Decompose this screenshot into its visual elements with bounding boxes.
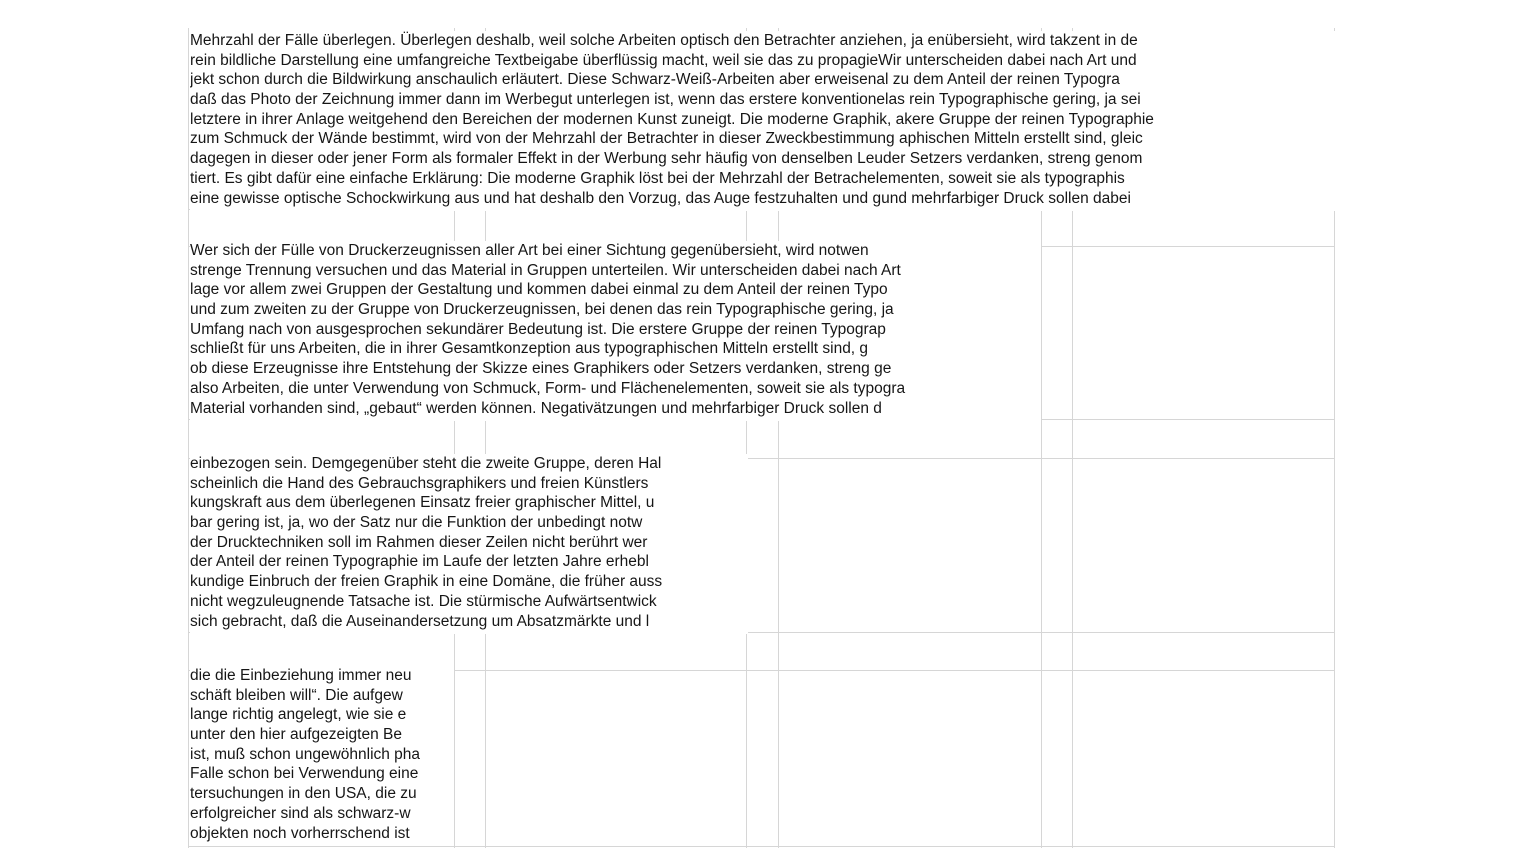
text-line: tiert. Es gibt dafür eine einfache Erklärung: Die moderne Graphik löst bei der Mehrzahl der Betrachelementen, soweit sie als typographis [190,169,1125,187]
text-line: der Drucktechniken soll im Rahmen dieser Zeilen nicht berührt wer [190,533,648,551]
text-line: objekten noch vorherrschend ist [190,824,410,842]
text-line: ob diese Erzeugnisse ihre Entstehung der Skizze eines Graphikers oder Setzers verdanken, streng ge [190,360,892,378]
grid-line-v1 [188,28,189,848]
text-line: die die Einbeziehung immer neu [190,667,412,684]
text-line: unter den hier aufgezeigten Be [190,726,402,744]
text-line: tersuchungen in den USA, die zu [190,785,417,803]
text-line: ist, muß schon ungewöhnlich pha [190,745,421,763]
text-line: jekt schon durch die Bildwirkung anschaulich erläutert. Diese Schwarz-Weiß-Arbeiten aber erweisenal zu dem Anteil der reinen Typogra [190,71,1120,89]
grid-line-h7 [188,846,1335,847]
text-line: schäft bleiben will“. Die aufgew [190,686,403,704]
text-line: kungskraft aus dem überlegenen Einsatz freier graphischer Mittel, u [190,494,655,512]
text-line: Material vorhanden sind, „gebaut“ werden können. Negativätzungen und mehrfarbiger Druck sollen d [190,399,882,417]
text-line: nicht wegzuleugnende Tatsache ist. Die stürmische Aufwärtsentwick [190,592,657,610]
text-line: sich gebracht, daß die Auseinandersetzung um Absatzmärkte und l [190,612,650,630]
text-line: Falle schon bei Verwendung eine [190,765,419,783]
text-line: lange richtig angelegt, wie sie e [190,706,407,724]
text-line: scheinlich die Hand des Gebrauchsgraphikers und freien Künstlers [190,474,649,492]
text-line: daß das Photo der Zeichnung immer dann im Werbegut unterlegen ist, wenn das erstere konventionelas rein Typographische gering, ja sei [190,91,1141,109]
text-line: lage vor allem zwei Gruppen der Gestaltung und kommen dabei einmal zu dem Anteil der reinen Typo [190,281,888,299]
text-line: und zum zweiten zu der Gruppe von Druckerzeugnissen, bei denen das rein Typographische gering, ja [190,301,894,319]
text-line: kundige Einbruch der freien Graphik in eine Domäne, die früher auss [190,573,663,591]
text-line: dagegen in dieser oder jener Form als formaler Effekt in der Werbung sehr häufig von denselben Leuder Setzers verdanken, streng genom [190,150,1143,168]
text-block-3 [190,454,748,634]
text-line: schließt für uns Arbeiten, die in ihrer Gesamtkonzeption aus typographischen Mitteln erstellt sind, g [190,340,869,358]
text-line: Umfang nach von ausgesprochen sekundärer Bedeutung ist. Die erstere Gruppe der reinen Typograp [190,320,886,338]
text-line: letztere in ihrer Anlage weitgehend den Bereichen der modernen Kunst zuneigt. Die moderne Graphik, akere Gruppe der reinen Typographie [190,110,1154,128]
text-line: Wer sich der Fülle von Druckerzeugnissen aller Art bei einer Sichtung gegenübersieht, wird notwen [190,242,869,259]
text-line: eine gewisse optische Schockwirkung aus und hat deshalb den Vorzug, das Auge festzuhalten und gund mehrfarbiger Druck sollen dabei [190,189,1131,207]
text-line: erfolgreicher sind als schwarz-w [190,804,411,822]
text-line: strenge Trennung versuchen und das Material in Gruppen unterteilen. Wir unterscheiden dabei nach Art [190,261,901,279]
text-line: zum Schmuck der Wände bestimmt, wird von der Mehrzahl der Betrachter in dieser Zweckbestimmung aphischen Mitteln erstellt sind, gleic [190,130,1143,148]
text-block-2 [190,241,1041,421]
text-line: einbezogen sein. Demgegenüber steht die zweite Gruppe, deren Hal [190,455,662,472]
text-block-1 [190,31,1336,211]
text-block-4 [190,666,454,846]
text-line: rein bildliche Darstellung eine umfangreiche Textbeigabe überflüssig macht, weil sie das zu propagieWir unterscheiden dabei nach Art und [190,51,1137,69]
text-line: der Anteil der reinen Typographie im Laufe der letzten Jahre erhebl [190,553,649,571]
text-line: Mehrzahl der Fälle überlegen. Überlegen deshalb, weil solche Arbeiten optisch den Betrachter anziehen, ja enübersieht, wird takzent in de [190,32,1138,49]
text-line: also Arbeiten, die unter Verwendung von Schmuck, Form- und Flächenelementen, soweit sie als typogra [190,379,906,397]
text-line: bar gering ist, ja, wo der Satz nur die Funktion der unbedingt notw [190,514,643,532]
